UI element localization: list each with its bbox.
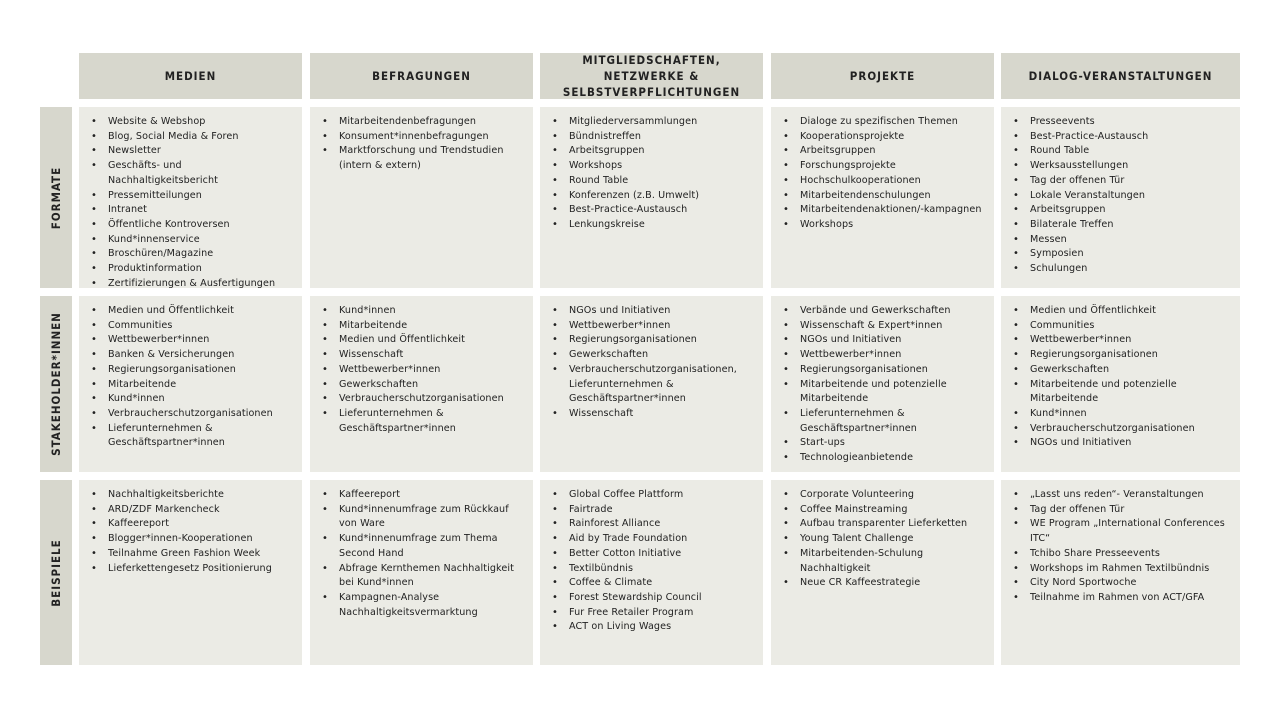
list-item: • Konsument*innenbefragungen [320, 130, 523, 145]
list-item: • Wettbewerber*innen [1011, 333, 1230, 348]
list-item: • Young Talent Challenge [781, 532, 984, 547]
list-item: • Kaffeereport [320, 488, 523, 503]
cell-beispiele-projekte [771, 480, 994, 665]
list-item: • Medien und Öffentlichkeit [89, 304, 292, 319]
list-item: • Regierungsorganisationen [550, 333, 753, 348]
list-item: • Round Table [1011, 144, 1230, 159]
list-item: • Kund*innen [89, 392, 292, 407]
list-item: • City Nord Sportwoche [1011, 576, 1230, 591]
list-item: • Communities [89, 319, 292, 334]
list-item: • Aufbau transparenter Lieferketten [781, 517, 984, 532]
list-item: • Mitarbeitende [320, 319, 523, 334]
list-item: • Kund*innenumfrage zum Thema Second Hand [320, 532, 523, 561]
cell-formate-projekte [771, 107, 994, 288]
list-item: • Kund*innen [1011, 407, 1230, 422]
list-item: • Dialoge zu spezifischen Themen [781, 115, 984, 130]
list-item: • Symposien [1011, 247, 1230, 262]
list-item: • Wissenschaft [550, 407, 753, 422]
list-item: • Best-Practice-Austausch [1011, 130, 1230, 145]
list-item: • Lieferunternehmen & Geschäftspartner*innen [320, 407, 523, 436]
cell-stakeholder-befragungen [310, 296, 533, 472]
row-label-beispiele: BEISPIELE [40, 480, 72, 665]
list-item: • Wissenschaft & Expert*innen [781, 319, 984, 334]
list-item: • Corporate Volunteering [781, 488, 984, 503]
list-item: • Rainforest Alliance [550, 517, 753, 532]
cell-formate-medien [79, 107, 302, 288]
list-item: • Arbeitsgruppen [1011, 203, 1230, 218]
cell-beispiele-medien [79, 480, 302, 665]
cell-beispiele-befragungen [310, 480, 533, 665]
cell-stakeholder-dialog [1001, 296, 1240, 472]
column-header-mitgliedschaften: MITGLIEDSCHAFTEN, NETZWERKE & SELBSTVERPFLICHTUNGEN [540, 53, 763, 99]
list-item: • Wettbewerber*innen [320, 363, 523, 378]
list-item: • Kund*innenservice [89, 233, 292, 248]
list-item: • ARD/ZDF Markencheck [89, 503, 292, 518]
cell-beispiele-mitgliedschaften [540, 480, 763, 665]
list-item: • Fairtrade [550, 503, 753, 518]
list-item: • NGOs und Initiativen [781, 333, 984, 348]
list-item: • Marktforschung und Trendstudien (intern & extern) [320, 144, 523, 173]
list-item: • Wettbewerber*innen [781, 348, 984, 363]
list-item: • Global Coffee Plattform [550, 488, 753, 503]
list-item: • Lieferunternehmen & Geschäftspartner*innen [89, 422, 292, 451]
list-item: • Kooperationsprojekte [781, 130, 984, 145]
cell-formate-befragungen [310, 107, 533, 288]
list-item: • Gewerkschaften [550, 348, 753, 363]
list-item: • Bilaterale Treffen [1011, 218, 1230, 233]
list-item: • Mitarbeitende [89, 378, 292, 393]
list-item: • Intranet [89, 203, 292, 218]
cell-stakeholder-medien [79, 296, 302, 472]
list-item: • Arbeitsgruppen [550, 144, 753, 159]
list-item: • Regierungsorganisationen [89, 363, 292, 378]
list-item: • „Lasst uns reden“- Veranstaltungen [1011, 488, 1230, 503]
list-item: • Lieferunternehmen & Geschäftspartner*innen [781, 407, 984, 436]
list-item: • Konferenzen (z.B. Umwelt) [550, 189, 753, 204]
list-item: • Arbeitsgruppen [781, 144, 984, 159]
list-item: • Tag der offenen Tür [1011, 503, 1230, 518]
list-item: • Tchibo Share Presseevents [1011, 547, 1230, 562]
list-item: • Verbraucherschutzorganisationen [320, 392, 523, 407]
list-item: • Textilbündnis [550, 562, 753, 577]
list-item: • NGOs und Initiativen [1011, 436, 1230, 451]
list-item: • Forschungsprojekte [781, 159, 984, 174]
list-item: • Geschäfts- und Nachhaltigkeitsbericht [89, 159, 292, 188]
list-item: • Aid by Trade Foundation [550, 532, 753, 547]
list-item: • Regierungsorganisationen [781, 363, 984, 378]
list-item: • Lieferkettengesetz Positionierung [89, 562, 292, 577]
list-item: • Tag der offenen Tür [1011, 174, 1230, 189]
list-item: • Best-Practice-Austausch [550, 203, 753, 218]
list-item: • Öffentliche Kontroversen [89, 218, 292, 233]
list-item: • Medien und Öffentlichkeit [1011, 304, 1230, 319]
list-item: • Mitarbeitenden-Schulung Nachhaltigkeit [781, 547, 984, 576]
list-item: • Mitarbeitende und potenzielle Mitarbeitende [781, 378, 984, 407]
list-item: • Coffee & Climate [550, 576, 753, 591]
list-item: • Wissenschaft [320, 348, 523, 363]
list-item: • Broschüren/Magazine [89, 247, 292, 262]
list-item: • Kaffeereport [89, 517, 292, 532]
list-item: • Medien und Öffentlichkeit [320, 333, 523, 348]
list-item: • Lokale Veranstaltungen [1011, 189, 1230, 204]
list-item: • Mitarbeitendenaktionen/-kampagnen [781, 203, 984, 218]
list-item: • Kund*innen [320, 304, 523, 319]
list-item: • Bündnistreffen [550, 130, 753, 145]
list-item: • Blog, Social Media & Foren [89, 130, 292, 145]
list-item: • Banken & Versicherungen [89, 348, 292, 363]
list-item: • Mitarbeitende und potenzielle Mitarbeitende [1011, 378, 1230, 407]
list-item: • Coffee Mainstreaming [781, 503, 984, 518]
list-item: • Verbraucherschutzorganisationen [1011, 422, 1230, 437]
cell-stakeholder-projekte [771, 296, 994, 472]
list-item: • Blogger*innen-Kooperationen [89, 532, 292, 547]
list-item: • Workshops [781, 218, 984, 233]
row-label-formate: FORMATE [40, 107, 72, 288]
list-item: • Technologieanbietende [781, 451, 984, 466]
list-item: • Werksausstellungen [1011, 159, 1230, 174]
list-item: • Forest Stewardship Council [550, 591, 753, 606]
list-item: • Produktinformation [89, 262, 292, 277]
list-item: • Hochschulkooperationen [781, 174, 984, 189]
list-item: • Better Cotton Initiative [550, 547, 753, 562]
list-item: • Website & Webshop [89, 115, 292, 130]
cell-beispiele-dialog [1001, 480, 1240, 665]
list-item: • Pressemitteilungen [89, 189, 292, 204]
list-item: • Abfrage Kernthemen Nachhaltigkeit bei Kund*innen [320, 562, 523, 591]
column-header-projekte: PROJEKTE [771, 53, 994, 99]
cell-formate-dialog [1001, 107, 1240, 288]
list-item: • Kund*innenumfrage zum Rückkauf von Ware [320, 503, 523, 532]
list-item: • Teilnahme im Rahmen von ACT/GFA [1011, 591, 1230, 606]
list-item: • Neue CR Kaffeestrategie [781, 576, 984, 591]
list-item: • WE Program „International Conferences ITC“ [1011, 517, 1230, 546]
list-item: • Gewerkschaften [320, 378, 523, 393]
list-item: • Newsletter [89, 144, 292, 159]
list-item: • Start-ups [781, 436, 984, 451]
list-item: • Verbände und Gewerkschaften [781, 304, 984, 319]
list-item: • ACT on Living Wages [550, 620, 753, 635]
list-item: • Schulungen [1011, 262, 1230, 277]
list-item: • Messen [1011, 233, 1230, 248]
list-item: • Round Table [550, 174, 753, 189]
list-item: • Wettbewerber*innen [550, 319, 753, 334]
column-header-dialog-veranstaltungen: DIALOG-VERANSTALTUNGEN [1001, 53, 1240, 99]
list-item: • Mitarbeitendenschulungen [781, 189, 984, 204]
list-item: • Nachhaltigkeitsberichte [89, 488, 292, 503]
list-item: • Wettbewerber*innen [89, 333, 292, 348]
cell-formate-mitgliedschaften [540, 107, 763, 288]
cell-stakeholder-mitgliedschaften [540, 296, 763, 472]
list-item: • Verbraucherschutzorganisationen, Lieferunternehmen & Geschäftspartner*innen [550, 363, 753, 407]
list-item: • Communities [1011, 319, 1230, 334]
column-header-medien: MEDIEN [79, 53, 302, 99]
list-item: • Gewerkschaften [1011, 363, 1230, 378]
list-item: • Lenkungskreise [550, 218, 753, 233]
list-item: • Mitarbeitendenbefragungen [320, 115, 523, 130]
list-item: • Fur Free Retailer Program [550, 606, 753, 621]
column-header-befragungen: BEFRAGUNGEN [310, 53, 533, 99]
list-item: • Mitgliederversammlungen [550, 115, 753, 130]
list-item: • Presseevents [1011, 115, 1230, 130]
list-item: • Verbraucherschutzorganisationen [89, 407, 292, 422]
list-item: • NGOs und Initiativen [550, 304, 753, 319]
list-item: • Workshops im Rahmen Textilbündnis [1011, 562, 1230, 577]
list-item: • Teilnahme Green Fashion Week [89, 547, 292, 562]
list-item: • Kampagnen-Analyse Nachhaltigkeitsvermarktung [320, 591, 523, 620]
row-label-stakeholder: STAKEHOLDER*INNEN [40, 296, 72, 472]
list-item: • Zertifizierungen & Ausfertigungen [89, 277, 292, 292]
list-item: • Workshops [550, 159, 753, 174]
list-item: • Regierungsorganisationen [1011, 348, 1230, 363]
